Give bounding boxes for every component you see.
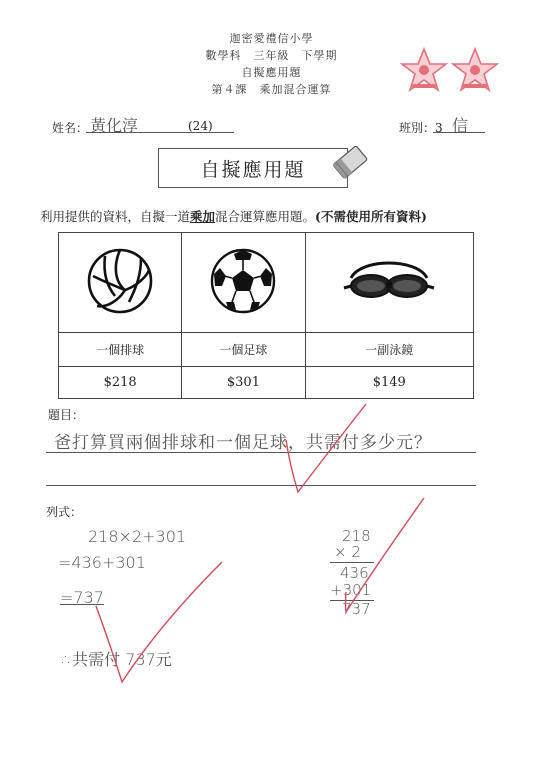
item-label: 一個足球: [182, 333, 305, 367]
final-answer: ∴共需付 737元: [62, 650, 172, 669]
class-number: (24): [188, 119, 213, 133]
item-label: 一副泳鏡: [305, 333, 473, 367]
work-line-3: =737: [60, 588, 104, 607]
item-price: $218: [59, 367, 182, 399]
class-label: 班別：3: [399, 121, 443, 135]
item-label: 一個排球: [59, 333, 182, 367]
instruction-note: (不需使用所有資料): [315, 209, 427, 224]
topic-line: 自擬應用題: [241, 66, 302, 79]
work-line-2: =436+301: [58, 553, 146, 572]
lesson-line: 第４課 乘加混合運算: [211, 83, 332, 96]
instruction-prefix: 利用提供的資料，自擬一道: [40, 209, 191, 224]
name-label: 姓名：: [52, 121, 89, 135]
school-name: 迦密愛禮信小學: [229, 32, 314, 45]
check-mark: [346, 498, 425, 612]
item-price: $149: [305, 367, 473, 399]
subject-line: 數學科 三年級 下學期: [205, 49, 338, 62]
item-price: $301: [182, 367, 305, 399]
vertical-product: 436: [340, 564, 369, 582]
class-value: 信: [452, 116, 469, 135]
vertical-multiplier: × 2: [334, 543, 361, 561]
worksheet-title-text: 自擬應用題: [200, 158, 306, 181]
work-line-1: 218×2+301: [88, 527, 187, 546]
check-mark: [286, 404, 366, 492]
vertical-result: 737: [342, 600, 371, 618]
instruction-middle: 混合運算應用題。: [215, 209, 316, 224]
question-text: 爸打算買兩個排球和一個足球，共需付多少元？: [54, 433, 432, 453]
vertical-addend: +301: [330, 581, 372, 599]
vertical-top: 218: [342, 527, 371, 545]
instruction-emphasis: 乘加: [190, 209, 216, 224]
formula-label: 列式：: [46, 505, 83, 519]
check-mark: [96, 562, 222, 682]
name-value: 黃化淳: [90, 116, 139, 135]
question-label: 題目：: [48, 408, 85, 422]
